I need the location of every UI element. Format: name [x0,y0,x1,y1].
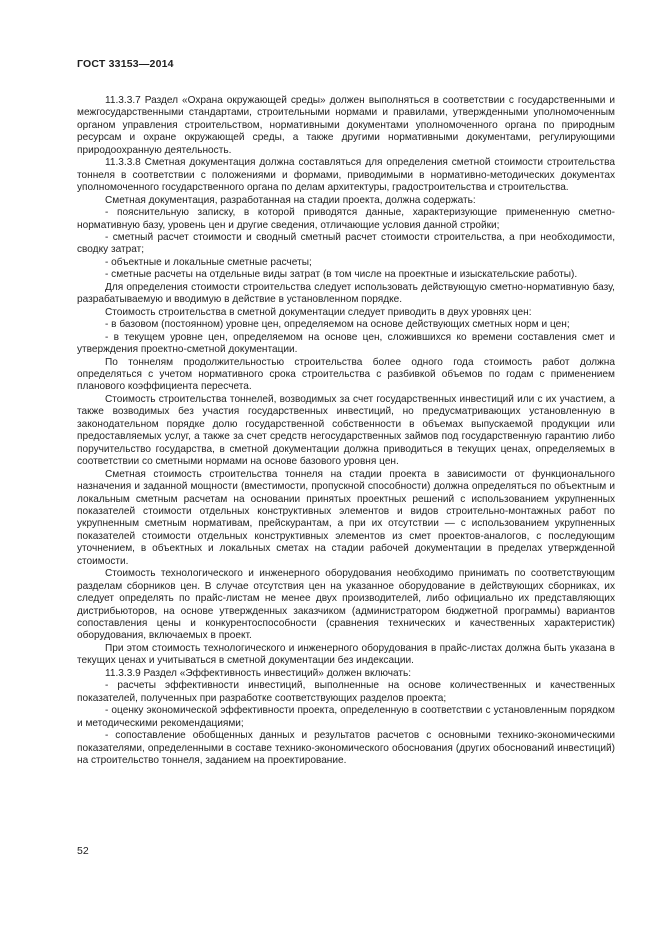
paragraph: Стоимость технологического и инженерного оборудования необходимо принимать по соответствующим разделам сборников цен. В случае отсутствия цен на указанное оборудование в действующих сборниках, их следует определять по прайс-листам не менее двух производителей, либо официально их представляющих дистрибьюторов, на основе утвержденных заказчиком (администратором бюджетной программы) вариантов сопоставления цены и конкурентоспособности (сравнения технических и качественных характеристик) оборудования, включаемых в проект. [77,568,615,642]
list-item: - сопоставление обобщенных данных и результатов расчетов с основными технико-экономическими показателями, определенными в составе технико-экономического обоснования (других обоснований инвестиций) на строительство тоннеля, заданием на проектирование. [77,730,615,767]
list-item: - сметные расчеты на отдельные виды затрат (в том числе на проектные и изыскательские работы). [105,269,578,281]
document-code-header: ГОСТ 33153—2014 [77,58,174,70]
paragraph: По тоннелям продолжительностью строительства более одного года стоимость работ должна определяться с учетом нормативного срока строительства с разбивкой объемов по годам с применением планового коэффициента пересчета. [77,356,615,393]
paragraph: Сметная документация, разработанная на стадии проекта, должна содержать: [105,194,476,206]
list-item: - объектные и локальные сметные расчеты; [105,256,312,268]
paragraph: Стоимость строительства в сметной документации следует приводить в двух уровнях цен: [105,306,532,318]
paragraph-11-3-3-7: 11.3.3.7 Раздел «Охрана окружающей среды» должен выполняться в соответствии с государственными и межгосударственными стандартами, строительными нормами и правилами, утвержденными уполномоченным органом управления строительством, нормативными документами уполномоченного органа по природным ресурсам и охране окружающей среды, а также другими нормативными документами, регулирующими природоохранную деятельность. [77,95,615,156]
list-item: - сметный расчет стоимости и сводный сметный расчет стоимости строительства, а при необходимости, сводку затрат; [77,231,615,256]
list-item: - в базовом (постоянном) уровне цен, определяемом на основе действующих сметных норм и цен; [105,319,570,331]
paragraph: При этом стоимость технологического и инженерного оборудования в прайс-листах должна быть указана в текущих ценах и учитываться в сметной документации без индексации. [77,642,615,667]
list-item: - пояснительную записку, в которой приводятся данные, характеризующие примененную сметно-нормативную базу, уровень цен и другие сведения, отличающие условия данной стройки; [77,207,615,231]
paragraph: Стоимость строительства тоннелей, возводимых за счет государственных инвестиций или с их участием, а также возводимых без участия государственных инвестиций, но предусматривающих установленную в законодательном порядке долю государственной собственности в объемах выпускаемой продукции или предоставляемых услуг, а также за счет средств негосударственных займов под государственную гарантию либо поручительство государства, в сметной документации должна приводиться в текущих ценах, определяемых в соответствии со сметными нормами на основе базового уровня цен. [77,393,615,468]
paragraph-11-3-3-9: 11.3.3.9 Раздел «Эффективность инвестиций» должен включать: [105,667,412,679]
paragraph: Сметная стоимость строительства тоннеля на стадии проекта в зависимости от функционального назначения и заданной мощности (вместимости, пропускной способности) должна определяться по объектным и локальным сметным расчетам на основании принятых проектных решений с использованием укрупненных показателей стоимости отдельных конструктивных элементов и видов строительно-монтажных работ по укрупненным сметным нормативам, прейскурантам, а при их отсутствии — с использованием укрупненных показателей стоимости отдельных конструктивных элементов из смет проектов-аналогов, с последующим уточнением, в объектных и локальных сметах на стадии рабочей документации в пределах утвержденной стоимости. [77,468,615,567]
paragraph: Для определения стоимости строительства следует использовать действующую сметно-нормативную базу, разрабатываемую и вводимую в действие в установленном порядке. [77,281,615,306]
list-item: - оценку экономической эффективности проекта, определенную в соответствии с установленным порядком и методическими рекомендациями; [77,705,615,729]
document-body [77,95,615,767]
list-item: - в текущем уровне цен, определяемом на основе цен, сложившихся ко времени составления смет и утверждения проектно-сметной документации. [77,331,615,356]
page-number: 52 [77,845,89,857]
paragraph-11-3-3-8: 11.3.3.8 Сметная документация должна составляться для определения сметной стоимости строительства тоннеля в соответствии с положениями и формами, приводимыми в нормативно-методических документах уполномоченного государственного органа по делам архитектуры, градостроительства и строительства. [77,157,615,194]
list-item: - расчеты эффективности инвестиций, выполненные на основе количественных и качественных показателей, полученных при разработке соответствующих разделов проекта; [77,680,615,704]
